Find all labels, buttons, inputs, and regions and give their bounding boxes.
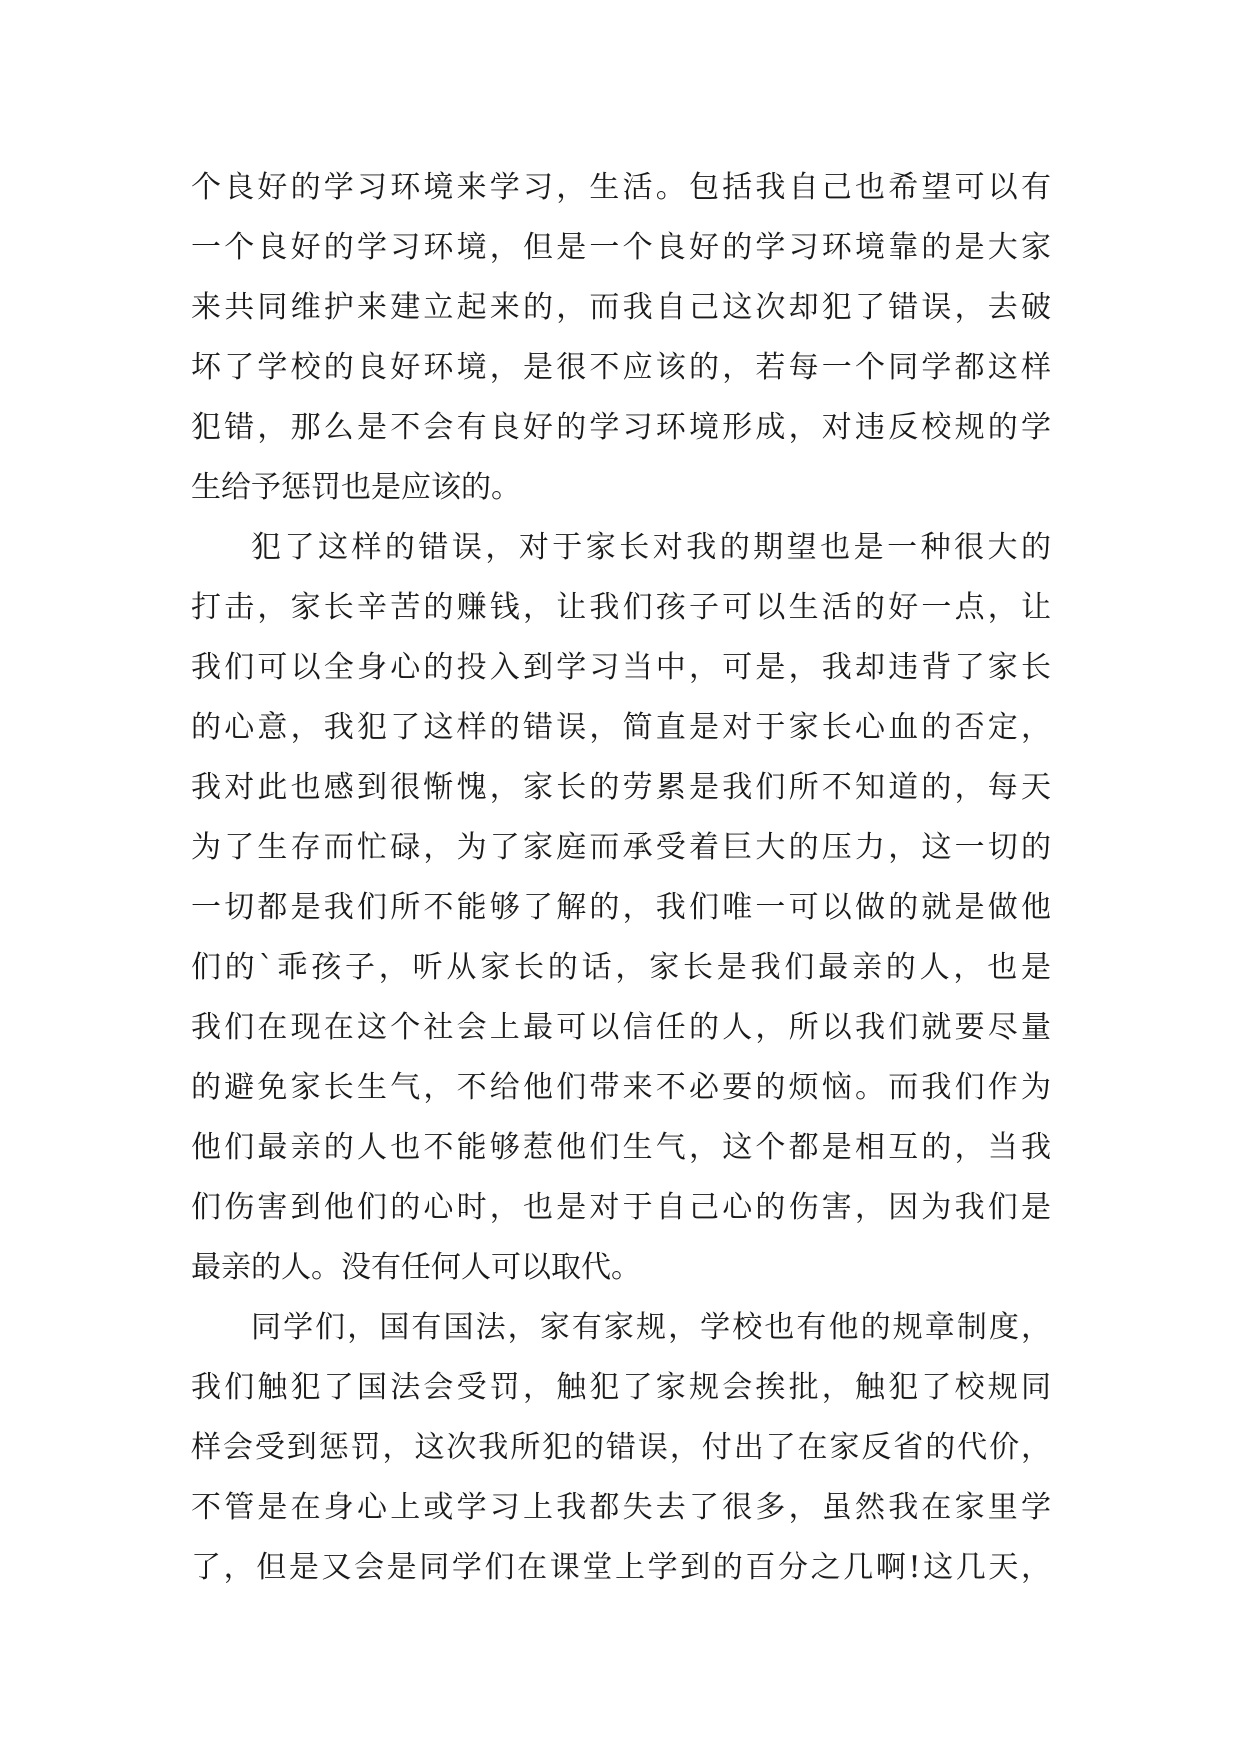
- text-line: 为了生存而忙碌，为了家庭而承受着巨大的压力，这一切的: [191, 830, 1051, 865]
- paragraph: [191, 1298, 1051, 1598]
- text-line: 同学们，国有国法，家有家规，学校也有他的规章制度，: [251, 1310, 1051, 1345]
- text-line: 他们最亲的人也不能够惹他们生气，这个都是相互的，当我: [191, 1130, 1051, 1165]
- text-line: 犯错，那么是不会有良好的学习环境形成，对违反校规的学: [191, 410, 1051, 445]
- text-line: 坏了学校的良好环境，是很不应该的，若每一个同学都这样: [191, 350, 1051, 385]
- text-line: 犯了这样的错误，对于家长对我的期望也是一种很大的: [251, 530, 1051, 565]
- text-line: 最亲的人。没有任何人可以取代。: [191, 1250, 641, 1285]
- text-line: 一切都是我们所不能够了解的，我们唯一可以做的就是做他: [191, 890, 1051, 925]
- paragraph: [191, 158, 1051, 518]
- document-body: [191, 158, 1051, 1598]
- text-line: 一个良好的学习环境，但是一个良好的学习环境靠的是大家: [191, 230, 1051, 265]
- paragraph: [191, 518, 1051, 1298]
- text-line: 我对此也感到很惭愧，家长的劳累是我们所不知道的，每天: [191, 770, 1051, 805]
- text-line: 个良好的学习环境来学习，生活。包括我自己也希望可以有: [191, 170, 1051, 205]
- text-line: 们的`乖孩子，听从家长的话，家长是我们最亲的人，也是: [191, 950, 1051, 985]
- text-line: 我们触犯了国法会受罚，触犯了家规会挨批，触犯了校规同: [191, 1370, 1051, 1405]
- text-line: 我们在现在这个社会上最可以信任的人，所以我们就要尽量: [191, 1010, 1051, 1045]
- text-line: 样会受到惩罚，这次我所犯的错误，付出了在家反省的代价，: [191, 1430, 1051, 1465]
- text-line: 的避免家长生气，不给他们带来不必要的烦恼。而我们作为: [191, 1070, 1051, 1105]
- text-line: 生给予惩罚也是应该的。: [191, 470, 521, 505]
- text-line: 我们可以全身心的投入到学习当中，可是，我却违背了家长: [191, 650, 1051, 685]
- text-line: 了，但是又会是同学们在课堂上学到的百分之几啊!这几天，: [191, 1550, 1051, 1585]
- text-line: 们伤害到他们的心时，也是对于自己心的伤害，因为我们是: [191, 1190, 1051, 1225]
- text-line: 不管是在身心上或学习上我都失去了很多，虽然我在家里学: [191, 1490, 1051, 1525]
- text-line: 打击，家长辛苦的赚钱，让我们孩子可以生活的好一点，让: [191, 590, 1051, 625]
- text-line: 来共同维护来建立起来的，而我自己这次却犯了错误，去破: [191, 290, 1051, 325]
- text-line: 的心意，我犯了这样的错误，简直是对于家长心血的否定，: [191, 710, 1051, 745]
